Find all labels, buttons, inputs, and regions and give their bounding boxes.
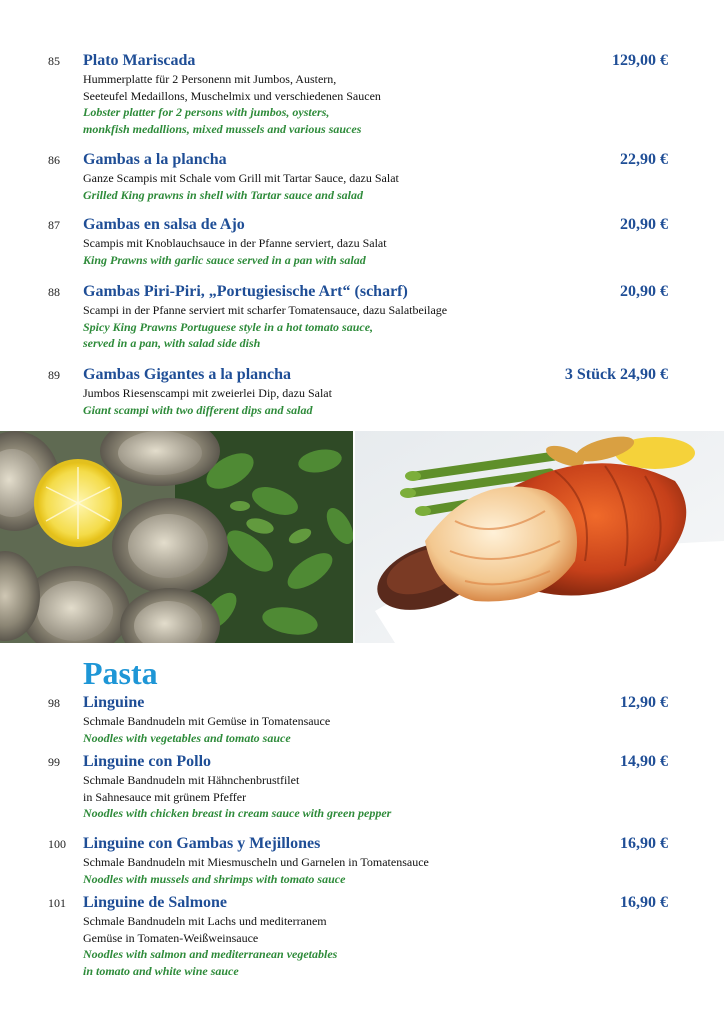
lobster-photo (355, 431, 724, 643)
item-title: Linguine de Salmone (83, 894, 228, 911)
item-description (83, 913, 337, 979)
item-description (83, 71, 381, 137)
item-description (83, 854, 429, 887)
item-title: Linguine (83, 694, 145, 711)
english-line: in tomato and white wine sauce (83, 963, 239, 978)
item-price: 22,90 € (620, 151, 668, 168)
item-number: 85 (48, 54, 60, 68)
german-line: Scampi in der Pfanne serviert mit scharfer Tomatensauce, dazu Salatbeilage (83, 303, 448, 317)
english-line: monkfish medallions, mixed mussels and various sauces (83, 121, 362, 136)
german-line: Seeteufel Medaillons, Muschelmix und verschiedenen Saucen (83, 88, 381, 103)
german-line: Schmale Bandnudeln mit Lachs und mediterranem (83, 914, 327, 928)
item-number: 87 (48, 218, 60, 232)
item-title: Linguine con Pollo (83, 753, 212, 770)
item-price: 14,90 € (620, 753, 668, 770)
item-price: 12,90 € (620, 694, 668, 711)
item-title: Gambas en salsa de Ajo (83, 216, 245, 233)
english-line: Noodles with chicken breast in cream sauce with green pepper (83, 806, 392, 820)
english-line: Grilled King prawns in shell with Tartar sauce and salad (83, 187, 363, 202)
item-price: 20,90 € (620, 216, 668, 233)
english-line: Lobster platter for 2 persons with jumbos, oysters, (83, 105, 330, 119)
english-line: Noodles with vegetables and tomato sauce (83, 730, 291, 745)
english-line: served in a pan, with salad side dish (83, 336, 261, 350)
german-line: Gemüse in Tomaten-Weißweinsauce (83, 930, 259, 945)
english-line: Noodles with salmon and mediterranean vegetables (83, 947, 338, 961)
german-line: in Sahnesauce mit grünem Pfeffer (83, 789, 247, 804)
item-title: Gambas a la plancha (83, 151, 227, 168)
item-number: 89 (48, 368, 60, 382)
english-line: King Prawns with garlic sauce served in a pan with salad (83, 252, 366, 267)
item-price: 20,90 € (620, 283, 668, 300)
german-line: Schmale Bandnudeln mit Miesmuscheln und Garnelen in Tomatensauce (83, 855, 429, 869)
item-title: Linguine con Gambas y Mejillones (83, 835, 321, 852)
item-number: 88 (48, 285, 60, 299)
english-line: Spicy King Prawns Portuguese style in a hot tomato sauce, (83, 319, 374, 334)
item-price: 16,90 € (620, 894, 668, 911)
english-line: Giant scampi with two different dips and salad (83, 402, 313, 417)
item-number: 86 (48, 153, 60, 167)
item-number: 101 (48, 896, 66, 910)
oysters-photo (0, 431, 353, 643)
item-price: 3 Stück 24,90 € (564, 366, 668, 383)
item-description (83, 302, 447, 352)
german-line: Schmale Bandnudeln mit Hähnchenbrustfilet (83, 773, 300, 787)
item-price: 16,90 € (620, 835, 668, 852)
section-title-pasta: Pasta (83, 655, 158, 691)
item-description (83, 713, 330, 746)
item-number: 100 (48, 837, 66, 851)
item-title: Plato Mariscada (83, 52, 196, 69)
german-line: Hummerplatte für 2 Personenn mit Jumbos, Austern, (83, 72, 337, 86)
german-line: Jumbos Riesenscampi mit zweierlei Dip, dazu Salat (83, 386, 332, 400)
english-line: Noodles with mussels and shrimps with tomato sauce (83, 871, 346, 886)
item-price: 129,00 € (612, 52, 668, 69)
item-description (83, 235, 387, 268)
item-title: Gambas Gigantes a la plancha (83, 366, 292, 383)
item-number: 99 (48, 755, 60, 769)
german-line: Ganze Scampis mit Schale vom Grill mit Tartar Sauce, dazu Salat (83, 171, 399, 185)
food-photos (0, 431, 724, 643)
german-line: Scampis mit Knoblauchsauce in der Pfanne serviert, dazu Salat (83, 236, 387, 250)
item-description (83, 170, 399, 203)
german-line: Schmale Bandnudeln mit Gemüse in Tomatensauce (83, 714, 331, 728)
item-number: 98 (48, 696, 60, 710)
item-description (83, 772, 391, 822)
item-description (83, 385, 332, 418)
item-title: Gambas Piri-Piri, „Portugiesische Art“ (scharf) (83, 283, 408, 300)
